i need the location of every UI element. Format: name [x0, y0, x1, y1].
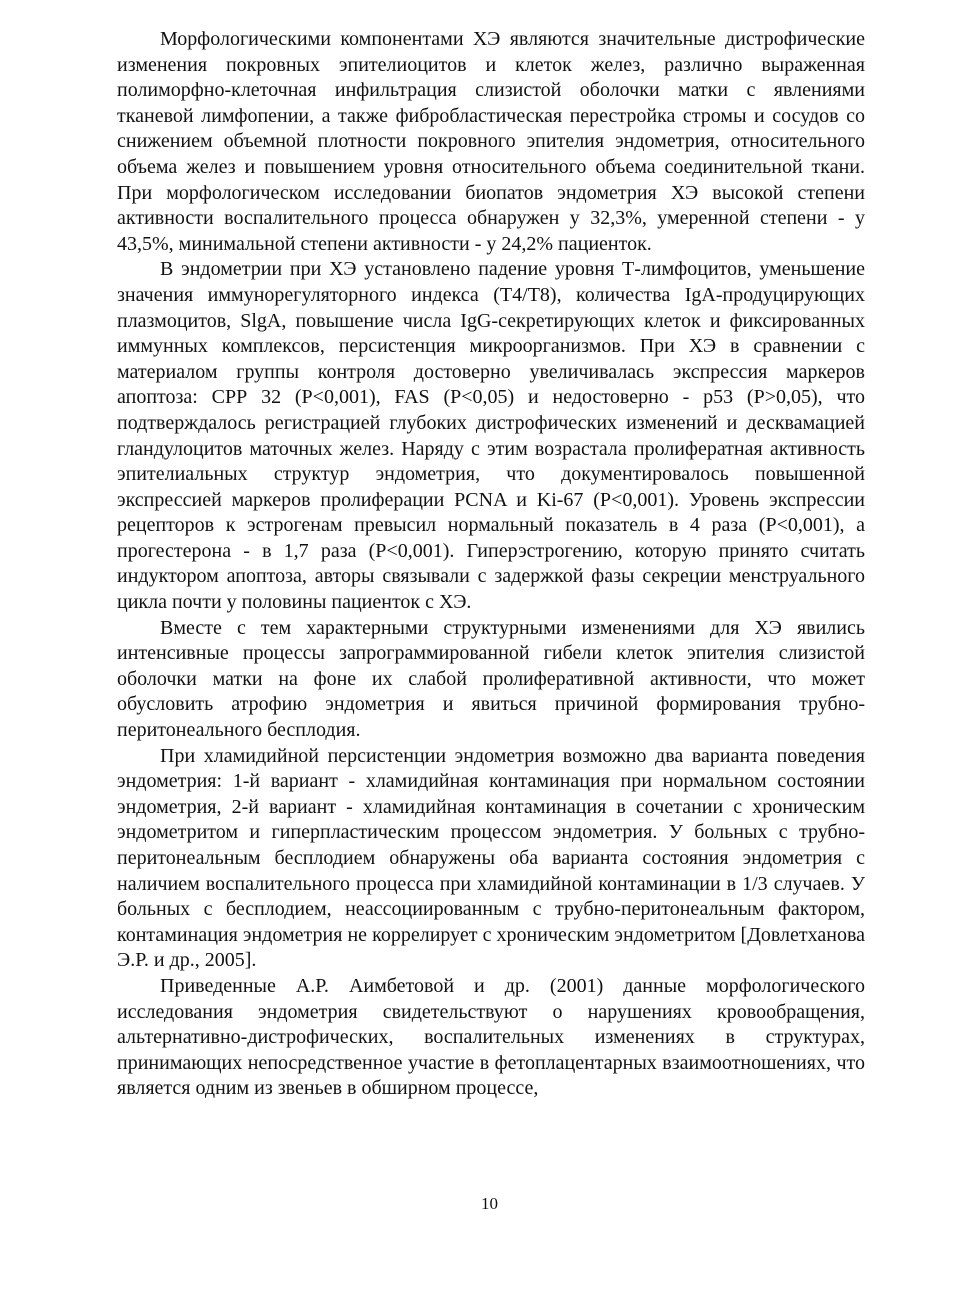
page-number: 10	[481, 1194, 498, 1213]
paragraph-3: Вместе с тем характерными структурными изменениями для ХЭ явились интенсивные процессы запрограммированной гибели клеток эпителия слизистой оболочки матки на фоне их слабой пролиферативной активности, что может обусловить атрофию эндометрия и явиться причиной формирования трубно-перитонеального бесплодия.	[117, 616, 865, 742]
paragraph-2: В эндометрии при ХЭ установлено падение уровня Т-лимфоцитов, уменьшение значения иммунорегуляторного индекса (Т4/Т8), количества IgA-продуцирующих плазмоцитов, SlgA, повышение числа IgG-секретирующих клеток и фиксированных иммунных комплексов, персистенция микроорганизмов. При ХЭ в сравнении с материалом группы контроля достоверно увеличивалась экспрессия маркеров апоптоза: СРР 32 (Р<0,001), FAS (Р<0,05) и недостоверно - р53 (Р>0,05), что подтверждалось регистрацией глубоких дистрофических изменений и десквамацией гландулоцитов маточных желез. Наряду с этим возрастала пролифератная активность эпителиальных структур эндометрия, что документировалось повышенной экспрессией маркеров пролиферации PCNA и Ki-67 (Р<0,001). Уровень экспрессии рецепторов к эстрогенам превысил нормальный показатель в 4 раза (Р<0,001), а прогестерона - в 1,7 раза (Р<0,001). Гиперэстрогению, которую принято считать индуктором апоптоза, авторы связывали с задержкой фазы секреции менструального цикла почти у половины пациенток с ХЭ.	[117, 258, 865, 614]
paragraph-5: Приведенные А.Р. Аимбетовой и др. (2001) данные морфологического исследования эндометрия свидетельствуют о нарушениях кровообращения, альтернативно-дистрофических, воспалительных изменениях в структурах, принимающих непосредственное участие в фетоплацентарных взаимоотношениях, что является одним из звеньев в обширном процессе,	[117, 974, 865, 1100]
paragraph-4: При хламидийной персистенции эндометрия возможно два варианта поведения эндометрия: 1-й вариант - хламидийная контаминация при нормальном состоянии эндометрия, 2-й вариант - хламидийная контаминация в сочетании с хроническим эндометритом и гиперпластическим процессом эндометрия. У больных с трубно-перитонеальным бесплодием обнаружены оба варианта состояния эндометрия с наличием воспалительного процесса при хламидийной контаминации в 1/3 случаев. У больных с бесплодием, неассоциированным с трубно-перитонеальным фактором, контаминация эндометрия не коррелирует с хроническим эндометритом [Довлетханова Э.Р. и др., 2005].	[117, 744, 865, 972]
body-text	[117, 27, 865, 1102]
paragraph-1: Морфологическими компонентами ХЭ являются значительные дистрофические изменения покровных эпителиоцитов и клеток желез, различно выраженная полиморфно-клеточная инфильтрация слизистой оболочки матки с явлениями тканевой лимфопении, а также фибробластическая перестройка стромы и сосудов со снижением объемной плотности покровного эпителия эндометрия, относительного объема желез и повышением уровня относительного объема соединительной ткани. При морфологическом исследовании биопатов эндометрия ХЭ высокой степени активности воспалительного процесса обнаружен у 32,3%, умеренной степени - у 43,5%, минимальной степени активности - у 24,2% пациенток.	[117, 28, 865, 255]
